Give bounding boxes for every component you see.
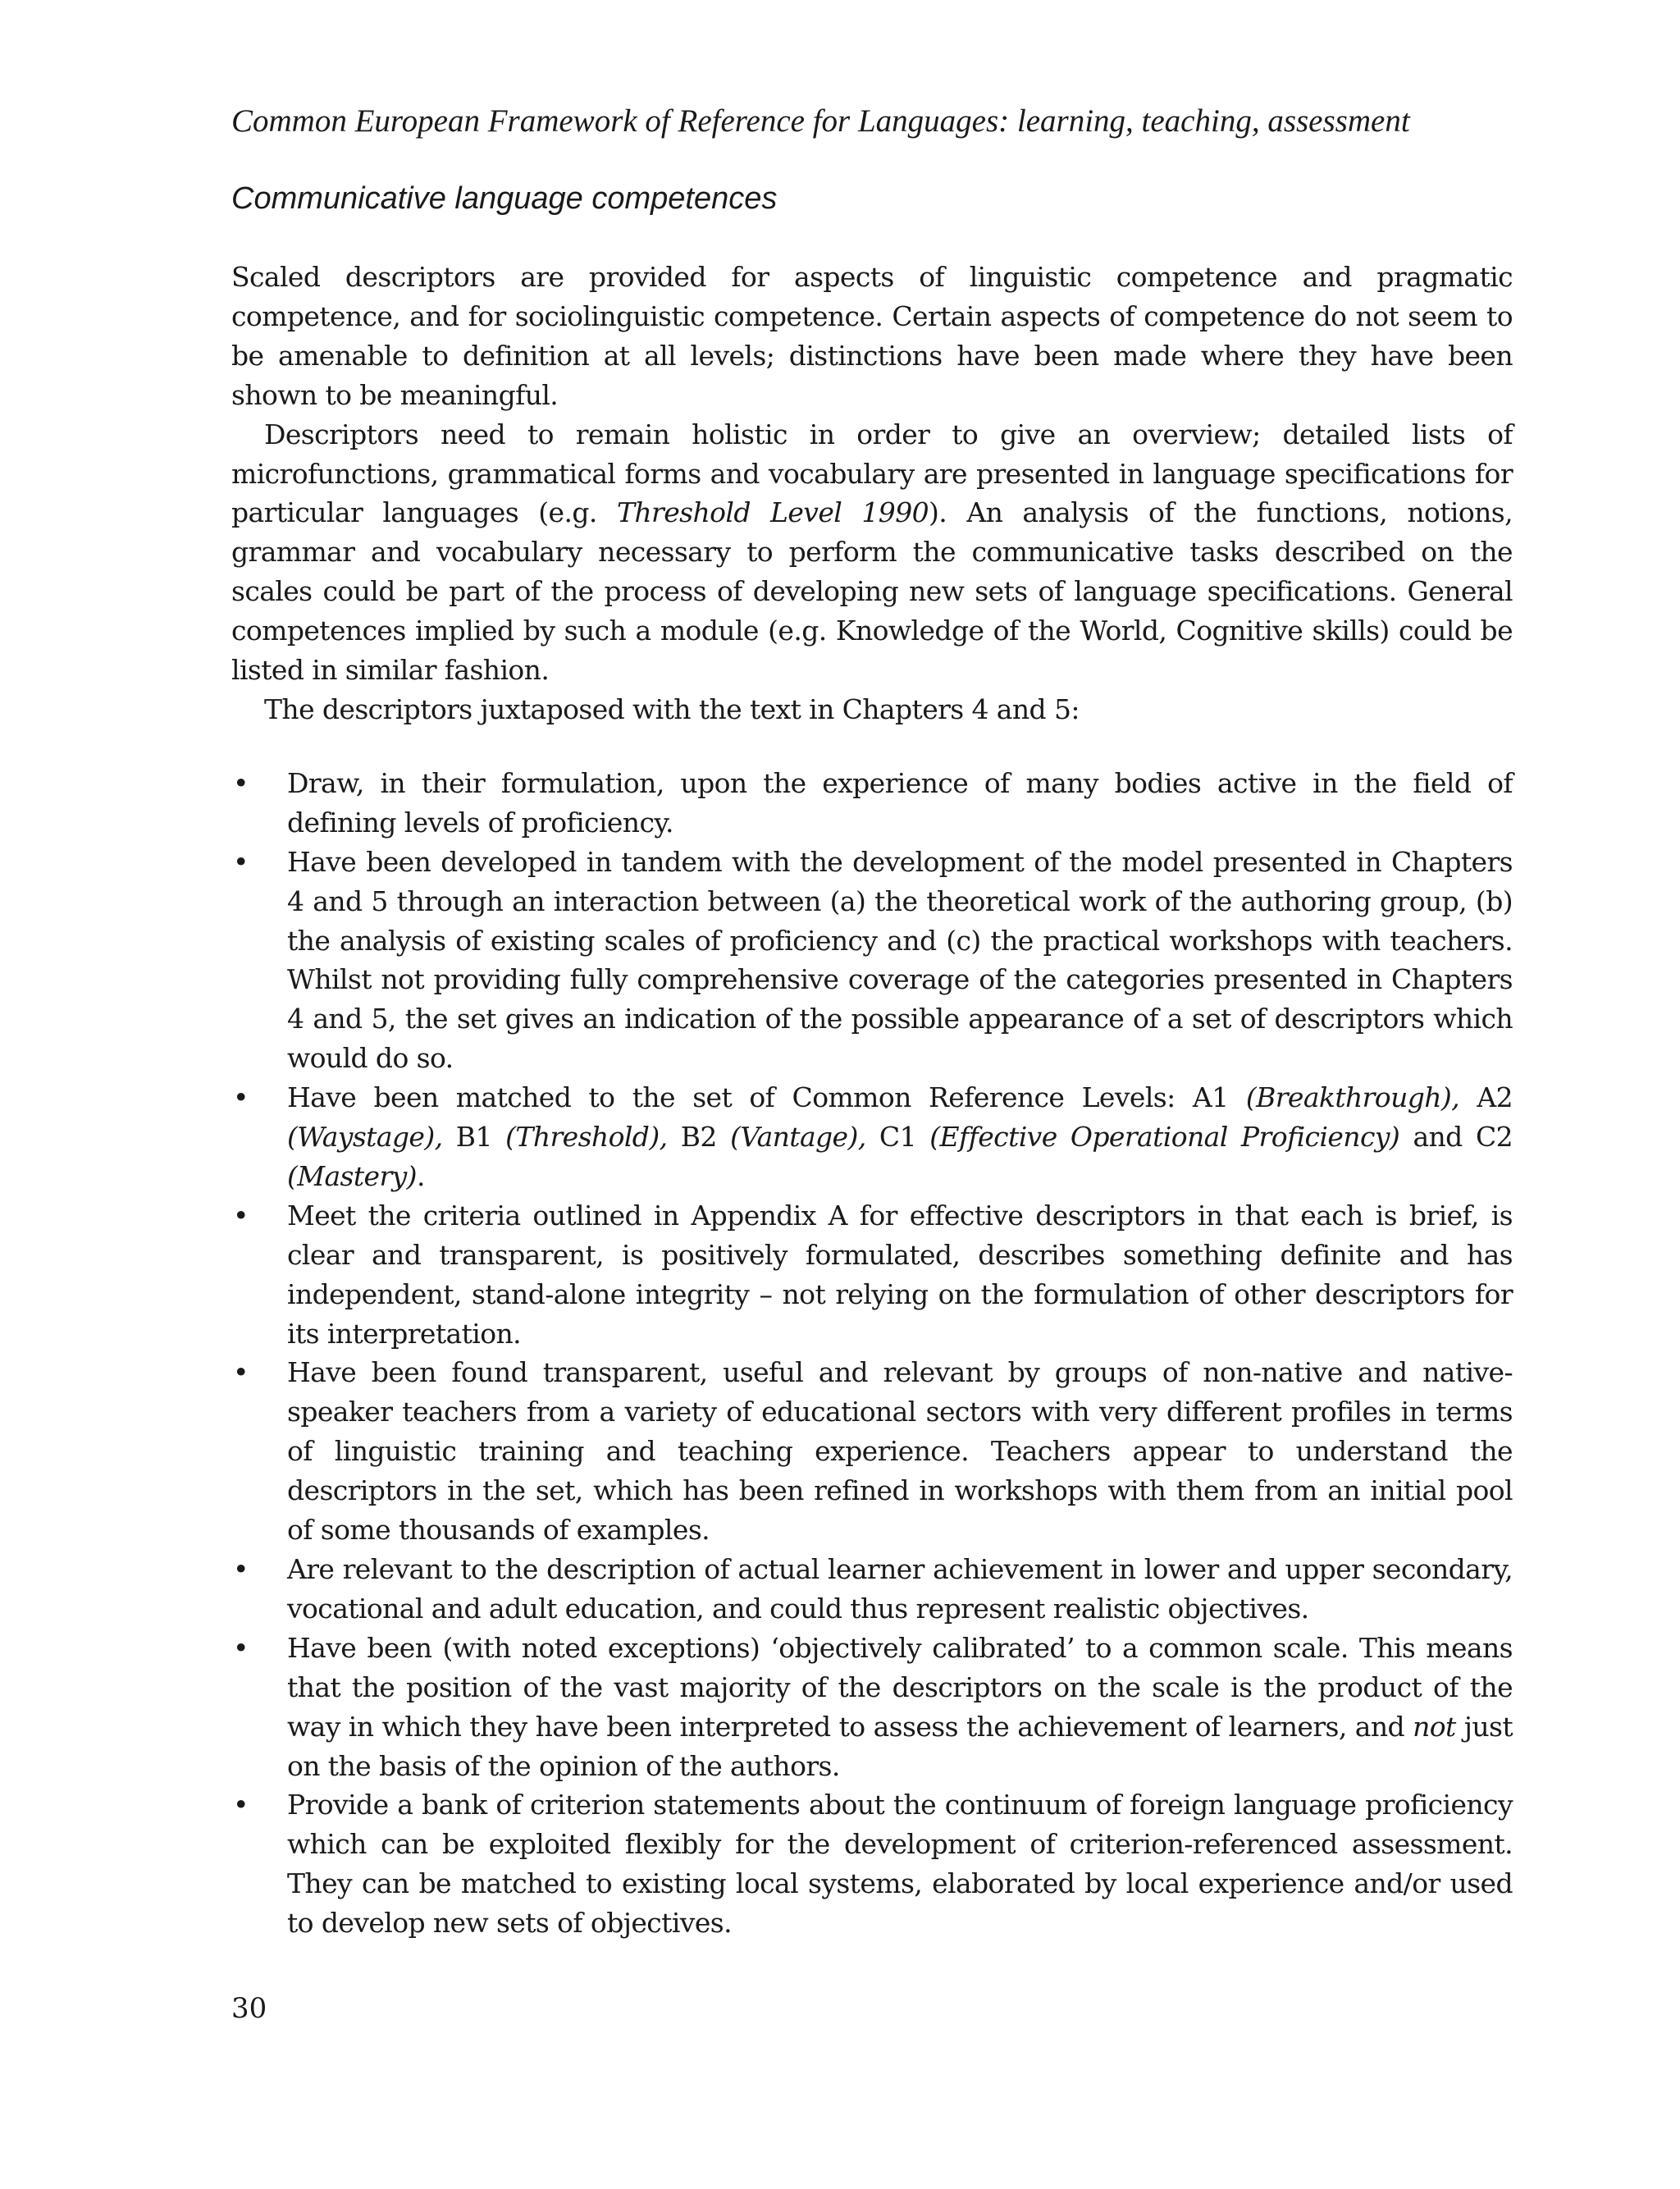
body-text [231,258,1513,1943]
list-item: • Are relevant to the description of actual learner achievement in lower and upper secondary, vocational and adult education, and could thus represent realistic objectives. [231,1550,1513,1629]
list-item: • Have been developed in tandem with the development of the model presented in Chapters 4 and 5 through an interaction between (a) the theoretical work of the authoring group, (b) the analysis of existing scales of proficiency and (c) the practical workshops with teachers. Whilst not providing fully comprehensive coverage of the categories presented in Chapters 4 and 5, the set gives an indication of the possible appearance of a set of descriptors which would do so. [231,843,1513,1078]
bullet-icon: • [233,1631,249,1664]
list-item: • Have been matched to the set of Common Reference Levels: A1 (Breakthrough), A2 (Waystage), B1 (Threshold), B2 (Vantage), C1 (Effective Operational Proficiency) and C2 (Mastery). [231,1078,1513,1196]
paragraph: The descriptors juxtaposed with the text in Chapters 4 and 5: [264,692,1080,725]
bullet-icon: • [233,1199,249,1232]
section-title: Communicative language competences [231,181,778,216]
running-head: Common European Framework of Reference for Languages: learning, teaching, assessment [231,103,1410,139]
paragraph: Descriptors need to remain holistic in order to give an overview; detailed lists of microfunctions, grammatical forms and vocabulary are presented in language specifications for particular languages (e.g. Threshold Level 1990). An analysis of the functions, notions, grammar and vocabulary necessary to perform the communicative tasks described on the scales could be part of the process of developing new sets of language specifications. General competences implied by such a module (e.g. Knowledge of the World, Cognitive skills) could be listed in similar fashion. [231,418,1513,687]
list-item: • Meet the criteria outlined in Appendix A for effective descriptors in that each is brief, is clear and transparent, is positively formulated, describes something definite and has independent, stand-alone integrity – not relying on the formulation of other descriptors for its interpretation. [231,1196,1513,1354]
page-number: 30 [231,1992,267,2025]
bullet-icon: • [233,1356,249,1389]
list-item: • Provide a bank of criterion statements about the continuum of foreign language proficiency which can be exploited flexibly for the development of criterion-referenced assessment. They can be matched to existing local systems, elaborated by local experience and/or used to develop new sets of objectives. [231,1785,1513,1943]
bullet-icon: • [233,766,249,799]
paragraph: Scaled descriptors are provided for aspects of linguistic competence and pragmatic competence, and for sociolinguistic competence. Certain aspects of competence do not seem to be amenable to definition at all levels; distinctions have been made where they have been shown to be meaningful. [231,261,1513,411]
bullet-list [231,764,1513,1943]
list-item: • Draw, in their formulation, upon the experience of many bodies active in the field of defining levels of proficiency. [231,764,1513,843]
list-item: • Have been (with noted exceptions) ‘objectively calibrated’ to a common scale. This means that the position of the vast majority of the descriptors on the scale is the product of the way in which they have been interpreted to assess the achievement of learners, and not just on the basis of the opinion of the authors. [231,1629,1513,1786]
list-item: • Have been found transparent, useful and relevant by groups of non-native and native-speaker teachers from a variety of educational sectors with very different profiles in terms of linguistic training and teaching experience. Teachers appear to understand the descriptors in the set, which has been refined in workshops with them from an initial pool of some thousands of examples. [231,1353,1513,1550]
document-page [231,0,1513,2189]
bullet-icon: • [233,845,249,878]
bullet-icon: • [233,1553,249,1585]
bullet-icon: • [233,1081,249,1114]
bullet-icon: • [233,1789,249,1821]
